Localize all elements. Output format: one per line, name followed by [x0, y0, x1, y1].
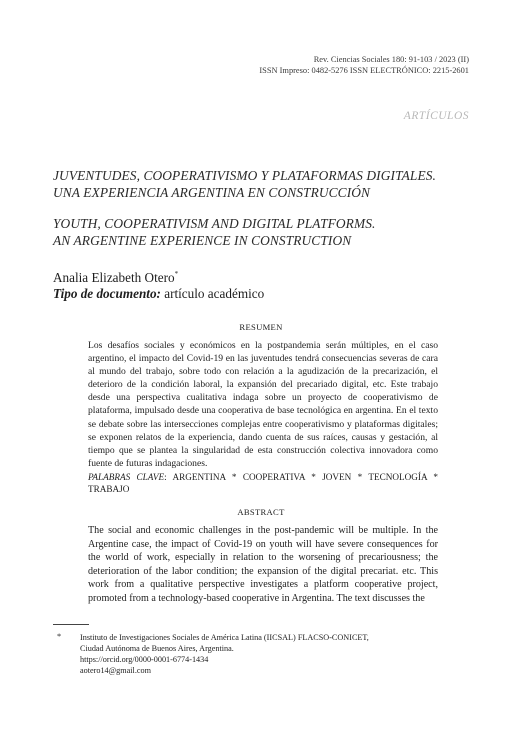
- keywords-label: PALABRAS CLAVE: [88, 472, 165, 482]
- author: [53, 266, 178, 286]
- section-label: ARTÍCULOS: [403, 110, 469, 122]
- author-footnote-mark: *: [174, 270, 179, 278]
- title-en-line2: AN ARGENTINE EXPERIENCE IN CONSTRUCTION: [53, 233, 352, 248]
- author-name: Analia Elizabeth Otero: [53, 270, 175, 285]
- title-es-line1: JUVENTUDES, COOPERATIVISMO Y PLATAFORMAS DIGITALES.: [53, 168, 436, 183]
- footnote-divider: [53, 624, 89, 625]
- document-type: [53, 285, 264, 302]
- footnote-email: aotero14@gmail.com: [80, 666, 151, 675]
- document-type-label: Tipo de documento:: [53, 286, 161, 301]
- footnote-orcid: https://orcid.org/0000-0001-6774-1434: [80, 655, 209, 664]
- footnote-line2: Ciudad Autónoma de Buenos Aires, Argentina.: [80, 644, 234, 653]
- footnote: [80, 632, 420, 676]
- title-es: [53, 167, 436, 201]
- journal-issn: ISSN Impreso: 0482-5276 ISSN ELECTRÓNICO: 2215-2601: [259, 66, 469, 75]
- title-es-line2: UNA EXPERIENCIA ARGENTINA EN CONSTRUCCIÓN: [53, 185, 371, 200]
- journal-citation: Rev. Ciencias Sociales 180: 91-103 / 2023 (II): [313, 55, 469, 64]
- abstract-text: The social and economic challenges in the post-pandemic will be multiple. In the Argentine case, the impact of Covid-19 on youth will have severe consequences for the world of work, especially in relation to the worsening of precariousness; the deterioration of the labor condition; the expansion of the digital precariat. etc. This work from a qualitative perspective investigates a platform cooperative project, promoted from a technology-based cooperative in Argentina. The text discusses the: [88, 525, 438, 604]
- footnote-line1: Instituto de Investigaciones Sociales de América Latina (IICSAL) FLACSO-CONICET,: [80, 633, 369, 642]
- keywords: [88, 471, 438, 495]
- abstract-heading: ABSTRACT: [237, 507, 285, 517]
- keywords-value: ARGENTINA * COOPERATIVA * JOVEN * TECNOLOGÍA * TRABAJO: [88, 472, 438, 494]
- resumen-text: Los desafíos sociales y económicos en la postpandemia serán múltiples, en el caso argentino, el impacto del Covid-19 en las juventudes tendrá consecuencias severas de cara al mundo del trabajo, sobre todo con relación a la agudización de la precarización, el deterioro de la condición laboral, la expansión del precariado digital, etc. Este trabajo desde una perspectiva cualitativa indaga sobre un proyecto de cooperativismo de plataforma, impulsado desde una cooperativa de base tecnológica en argentina. En el texto se debate sobre las intersecciones complejas entre cooperativismo y plataformas digitales; se exponen relatos de la experiencia, dando cuenta de sus raíces, causas y gestación, al tiempo que se plantea la singularidad de esta construcción colectiva innovadora como fuente de futuras indagaciones.: [88, 340, 438, 469]
- title-en: [53, 215, 375, 249]
- keywords-colon: :: [164, 472, 167, 482]
- footnote-mark: *: [57, 632, 62, 641]
- title-en-line1: YOUTH, COOPERATIVISM AND DIGITAL PLATFORMS.: [53, 216, 376, 231]
- document-type-value: artículo académico: [164, 286, 265, 301]
- resumen-heading: RESUMEN: [239, 322, 283, 332]
